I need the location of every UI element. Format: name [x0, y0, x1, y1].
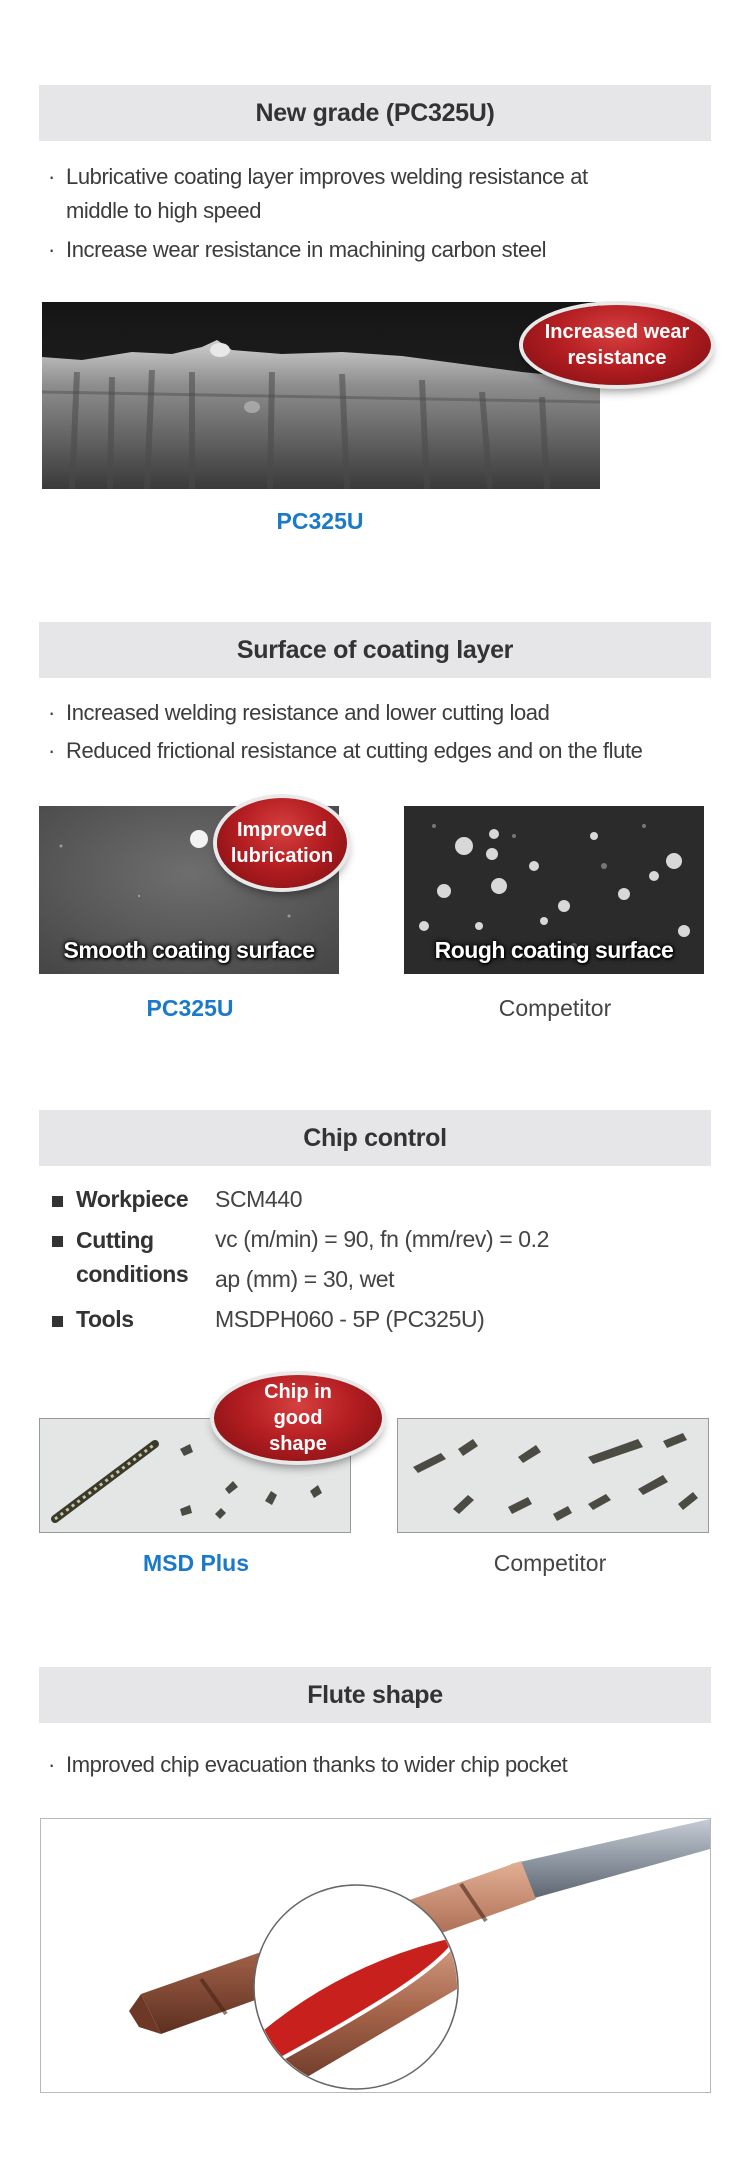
overlay-smooth-coating-surface: Smooth coating surface: [63, 937, 315, 963]
caption-competitor-chip: Competitor: [493, 1550, 607, 1576]
bullet-wear-resistance: · Increase wear resistance in machining carbon steel: [48, 237, 547, 262]
section-title-chip-control: Chip control: [39, 1110, 711, 1166]
flute-shape-drill-image: [40, 1818, 711, 2093]
overlay-rough-coating-surface: Rough coating surface: [434, 937, 674, 963]
caption-competitor-surface: Competitor: [498, 995, 612, 1021]
caption-pc325u-2: PC325U: [146, 995, 234, 1021]
bullet-square: [52, 1236, 63, 1247]
caption-msd-plus: MSD Plus: [142, 1550, 250, 1576]
bullet-frictional-resistance: · Reduced frictional resistance at cutting edges and on the flute: [48, 738, 643, 763]
rough-surface-image: [404, 806, 704, 974]
competitor-chips-image: [397, 1418, 709, 1533]
badge-chip-good-shape: Chip in good shape: [214, 1375, 382, 1461]
bullet-square: [52, 1316, 63, 1327]
section-title-new-grade: New grade (PC325U): [39, 85, 711, 141]
bullet-square: [52, 1196, 63, 1207]
section-title-surface-coating: Surface of coating layer: [39, 622, 711, 678]
pc325u-cross-section-image: [42, 302, 600, 489]
bullet-lubricative-coating: · Lubricative coating layer improves welding resistance at middle to high speed: [48, 164, 588, 223]
badge-increased-wear-resistance: Increased wear resistance: [523, 305, 711, 385]
bullet-chip-evacuation: · Improved chip evacuation thanks to wider chip pocket: [48, 1752, 568, 1777]
badge-improved-lubrication: Improved lubrication: [217, 798, 347, 888]
section-title-flute-shape: Flute shape: [39, 1667, 711, 1723]
caption-pc325u-1: PC325U: [276, 508, 364, 534]
bullet-welding-resistance: · Increased welding resistance and lower cutting load: [48, 700, 550, 725]
